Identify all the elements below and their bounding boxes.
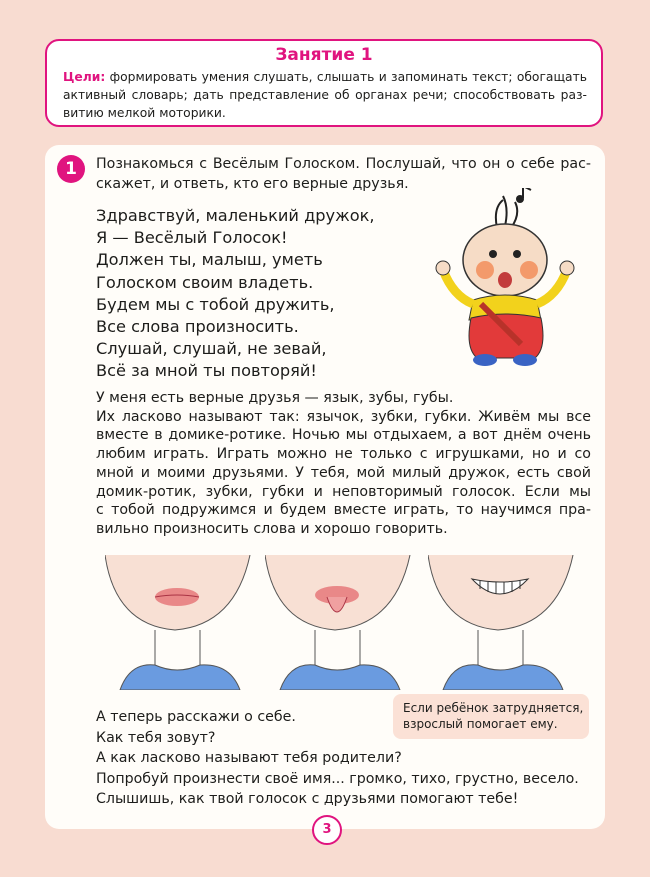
poem-line: Всё за мной ты повторяй! [96,361,317,381]
outro-line: Как тебя зовут? [96,729,216,746]
poem-line: Здравствуй, маленький дружок, [96,206,375,225]
story-line: вместе в домике-ротике. Ночью мы отдыхаем, а вот днём очень [96,427,591,444]
mouth-closed-lips-illustration [105,555,255,690]
story-text [96,389,591,539]
poem-line: Я — Весёлый Голосок! [96,228,288,248]
outro-line: Слышишь, как твой голосок с друзьями помогают тебе! [96,791,519,808]
goals-text [47,65,601,122]
goals-line: Цели: формировать умения слушать, слышать и запоминать текст; обогащать [63,70,587,84]
goals-line: витию мелкой моторики. [63,106,226,120]
outro-line: Попробуй произнести своё имя... громко, тихо, грустно, весело. [96,770,579,787]
lesson-goals-box [45,39,603,127]
goals-label: Цели: [63,70,106,84]
story-line: домик-ротик, зубки, губки и неповторимый голосок. Если мы [96,483,591,500]
note-line: взрослый помогает ему. [403,717,558,731]
poem-line: Должен ты, малыш, уметь [96,250,323,270]
story-line: мной и моими друзьями. У тебя, мой милый дружок, есть свой [96,464,591,481]
task-number: 1 [57,155,85,183]
cheerful-voice-character-illustration [425,188,585,368]
story-line: Их ласково называют так: язычок, зубки, губки. Живём мы все [96,408,591,425]
poem-line: Слушай, слушай, не зевай, [96,339,327,359]
poem-line: Голоском своим владеть. [96,272,314,292]
poem-line: Все слова произносить. [96,317,299,337]
outro-line: А как ласково называют тебя родители? [96,750,402,767]
task-line: скажет, и ответь, кто его верные друзья. [96,176,409,192]
mouth-tongue-out-illustration [265,555,415,690]
story-line: вильно произносить слова и хорошо говорить. [96,520,448,537]
mouth-smile-teeth-illustration [428,555,578,690]
lesson-title: Занятие 1 [275,45,373,65]
outro-line: А теперь расскажи о себе. [96,709,296,725]
goals-line: активный словарь; дать представление об органах речи; способствовать раз- [63,88,587,102]
poem-line: Будем мы с тобой дружить, [96,294,335,314]
task-line: Познакомься с Весёлым Голоском. Послушай, что он о себе рас- [96,156,591,172]
story-line: любим играть. Играть можно не только с игрушками, но и со [96,446,591,463]
closing-questions [96,707,579,810]
story-line: с тобой подружимся и будем вместе играть, то научимся пра- [96,502,591,519]
poem [96,205,375,383]
note-line: Если ребёнок затрудняется, [403,701,584,715]
page-number: 3 [312,815,342,845]
story-line: У меня есть верные друзья — язык, зубы, губы. [96,390,454,406]
